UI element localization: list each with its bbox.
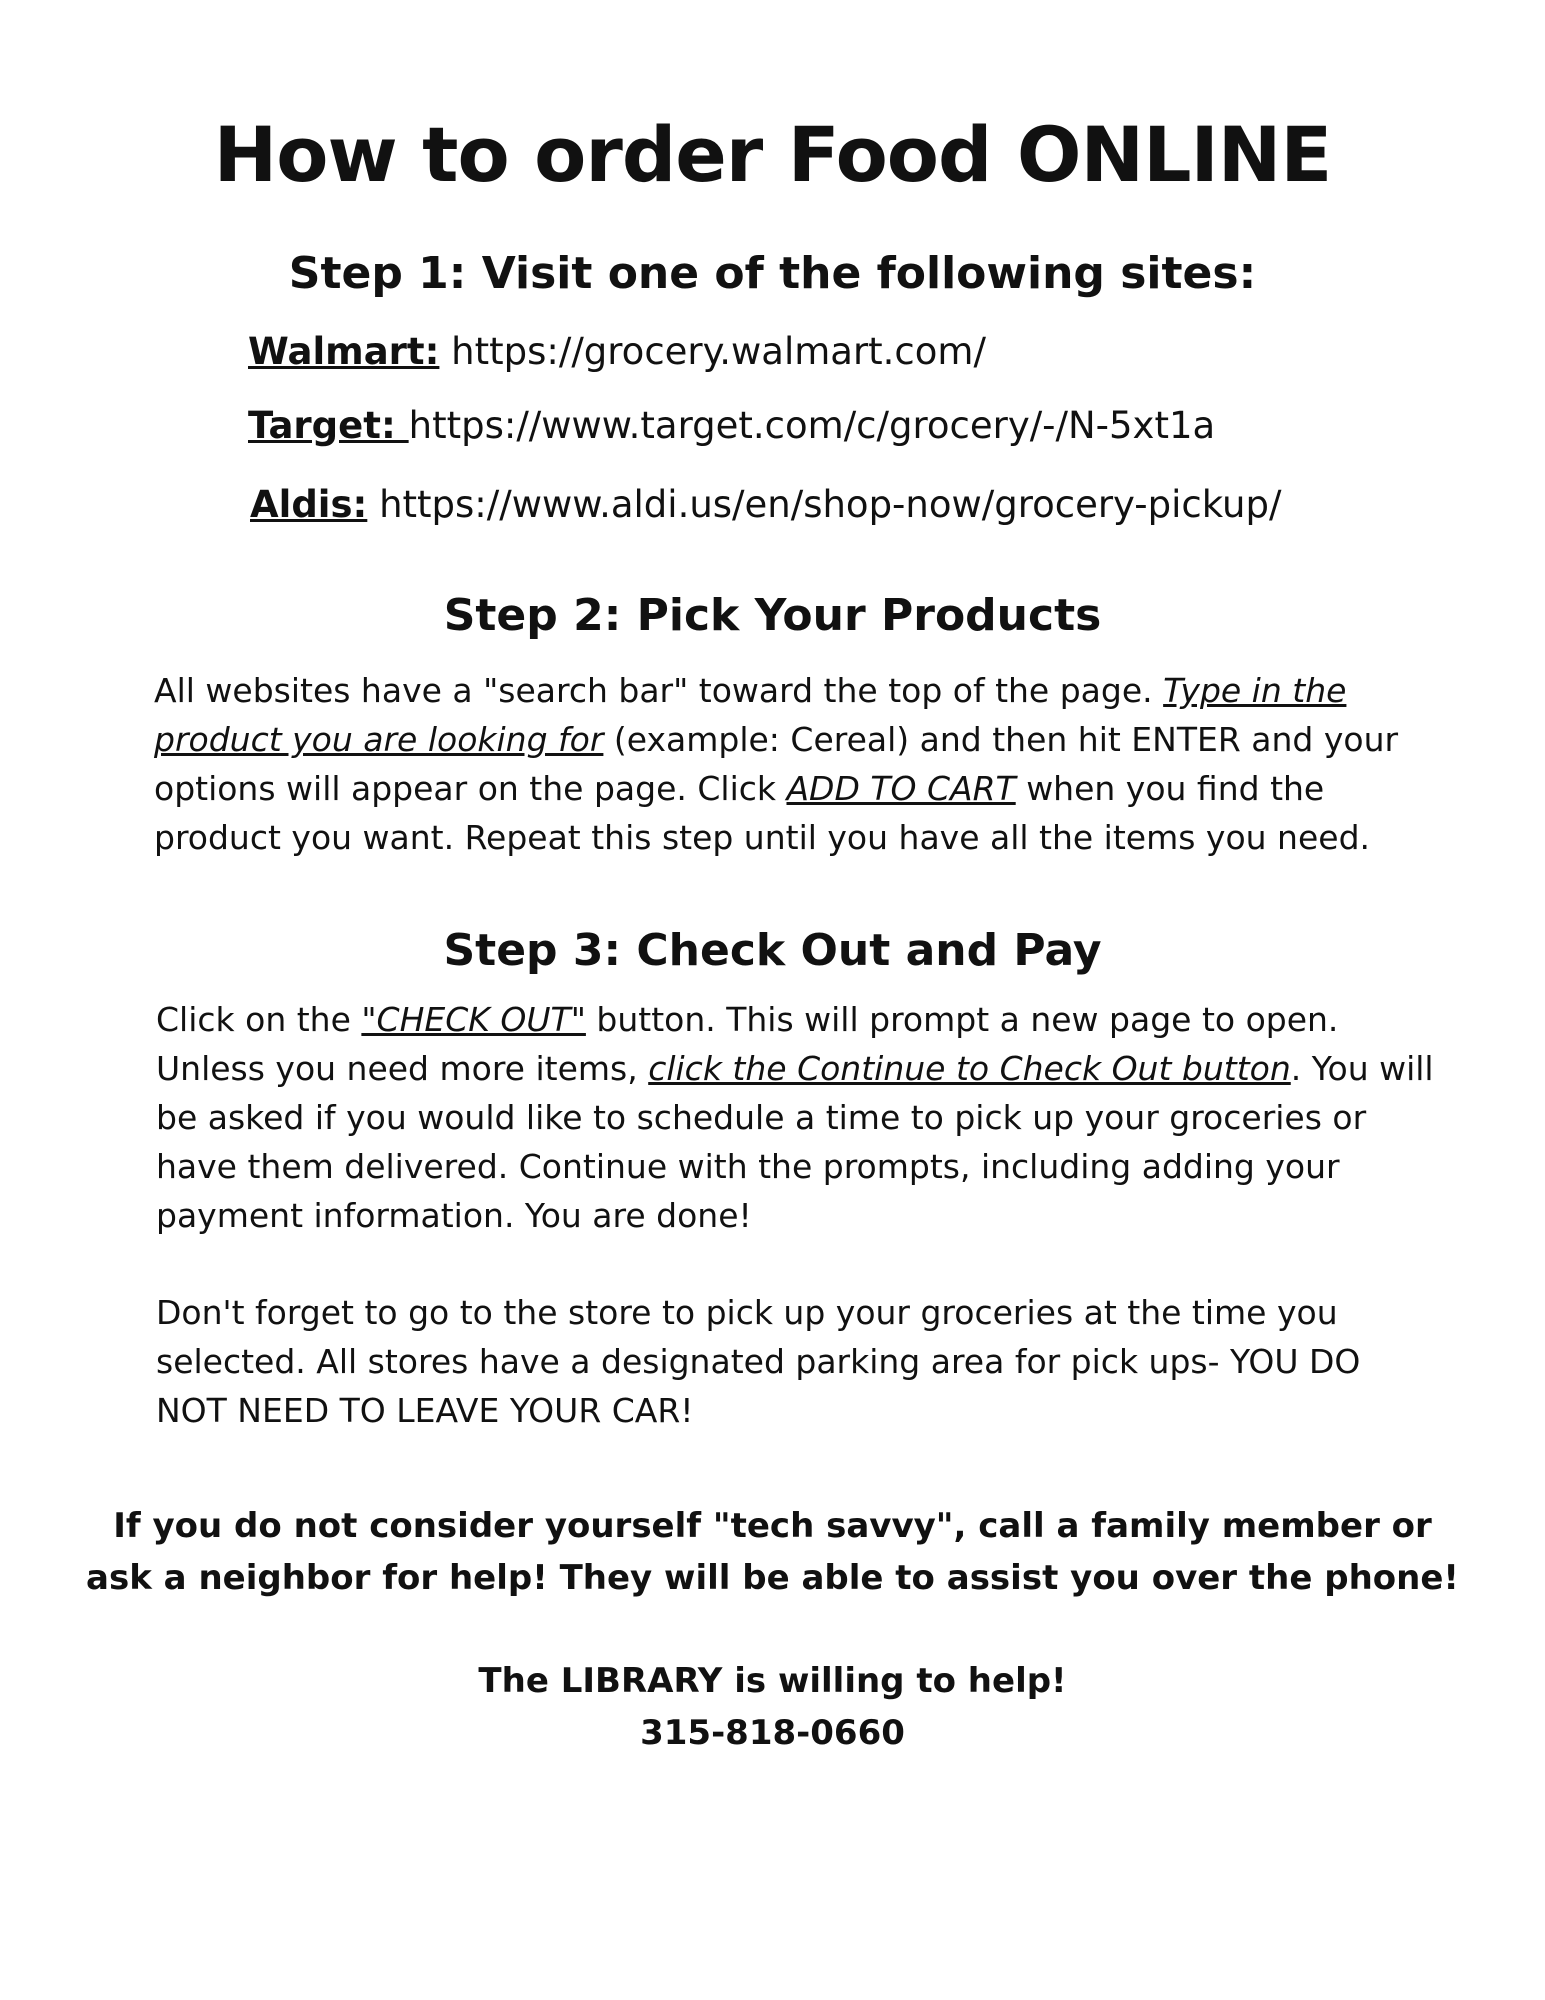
step3-line-3: be asked if you would like to schedule a time to pick up your groceries or xyxy=(156,1098,1367,1137)
step3-text: button. This will prompt a new page to open. xyxy=(585,1000,1339,1039)
step2-line-3 xyxy=(154,764,1398,813)
step3-text: . You will xyxy=(1290,1049,1434,1088)
pickup-line-2: selected. All stores have a designated parking area for pick ups- YOU DO xyxy=(156,1342,1361,1381)
step3-line-2 xyxy=(156,1044,1434,1093)
step2-paragraph xyxy=(154,666,1398,862)
step3-text: Click on the xyxy=(156,1000,362,1039)
step2-line-4: product you want. Repeat this step until you have all the items you need. xyxy=(154,818,1371,857)
library-phone-number: 315-818-0660 xyxy=(640,1713,905,1753)
pickup-line-3: NOT NEED TO LEAVE YOUR CAR! xyxy=(156,1391,694,1430)
site-aldi-url: https://www.aldi.us/en/shop-now/grocery-pickup/ xyxy=(367,483,1282,526)
step2-text: when you find the xyxy=(1015,769,1325,808)
step2-heading: Step 2: Pick Your Products xyxy=(443,590,1102,641)
step2-line-2 xyxy=(154,715,1398,764)
site-aldi xyxy=(250,483,1281,526)
site-aldi-name: Aldis: xyxy=(250,483,368,526)
library-help-text: The LIBRARY is willing to help! xyxy=(478,1661,1067,1701)
step3-paragraph xyxy=(156,995,1434,1240)
step3-line-5: payment information. You are done! xyxy=(156,1196,752,1235)
step2-text: All websites have a "search bar" toward the top of the page. xyxy=(154,671,1164,710)
site-target-url: https://www.target.com/c/grocery/-/N-5xt1a xyxy=(408,404,1216,447)
step2-emphasis: product you are looking for xyxy=(154,720,604,759)
tech-savvy-note xyxy=(0,1500,1545,1604)
step2-emphasis: Type in the xyxy=(1163,671,1347,710)
check-out-emphasis: "CHECK OUT" xyxy=(361,1000,586,1039)
page-title: How to order Food ONLINE xyxy=(213,110,1332,199)
step3-heading: Step 3: Check Out and Pay xyxy=(443,925,1102,976)
pickup-line-1: Don't forget to go to the store to pick up your groceries at the time you xyxy=(156,1293,1338,1332)
step2-line-1 xyxy=(154,666,1398,715)
library-help-note xyxy=(0,1655,1545,1759)
site-target xyxy=(248,404,1215,447)
site-walmart-url: https://grocery.walmart.com/ xyxy=(439,330,986,373)
tech-note-line-2: ask a neighbor for help! They will be able to assist you over the phone! xyxy=(86,1558,1459,1598)
step3-text: Unless you need more items, xyxy=(156,1049,649,1088)
step2-text: (example: Cereal) and then hit ENTER and your xyxy=(603,720,1399,759)
pickup-paragraph xyxy=(156,1288,1360,1435)
site-walmart-name: Walmart: xyxy=(248,330,440,373)
step1-heading: Step 1: Visit one of the following sites: xyxy=(288,248,1257,299)
continue-checkout-emphasis: click the Continue to Check Out button xyxy=(648,1049,1291,1088)
site-walmart xyxy=(248,330,986,373)
step2-text: options will appear on the page. Click xyxy=(154,769,787,808)
add-to-cart-emphasis: ADD TO CART xyxy=(786,769,1016,808)
step3-line-1 xyxy=(156,995,1434,1044)
site-target-name: Target: xyxy=(248,404,409,447)
tech-note-line-1: If you do not consider yourself "tech savvy", call a family member or xyxy=(113,1506,1432,1546)
step3-line-4: have them delivered. Continue with the prompts, including adding your xyxy=(156,1147,1340,1186)
